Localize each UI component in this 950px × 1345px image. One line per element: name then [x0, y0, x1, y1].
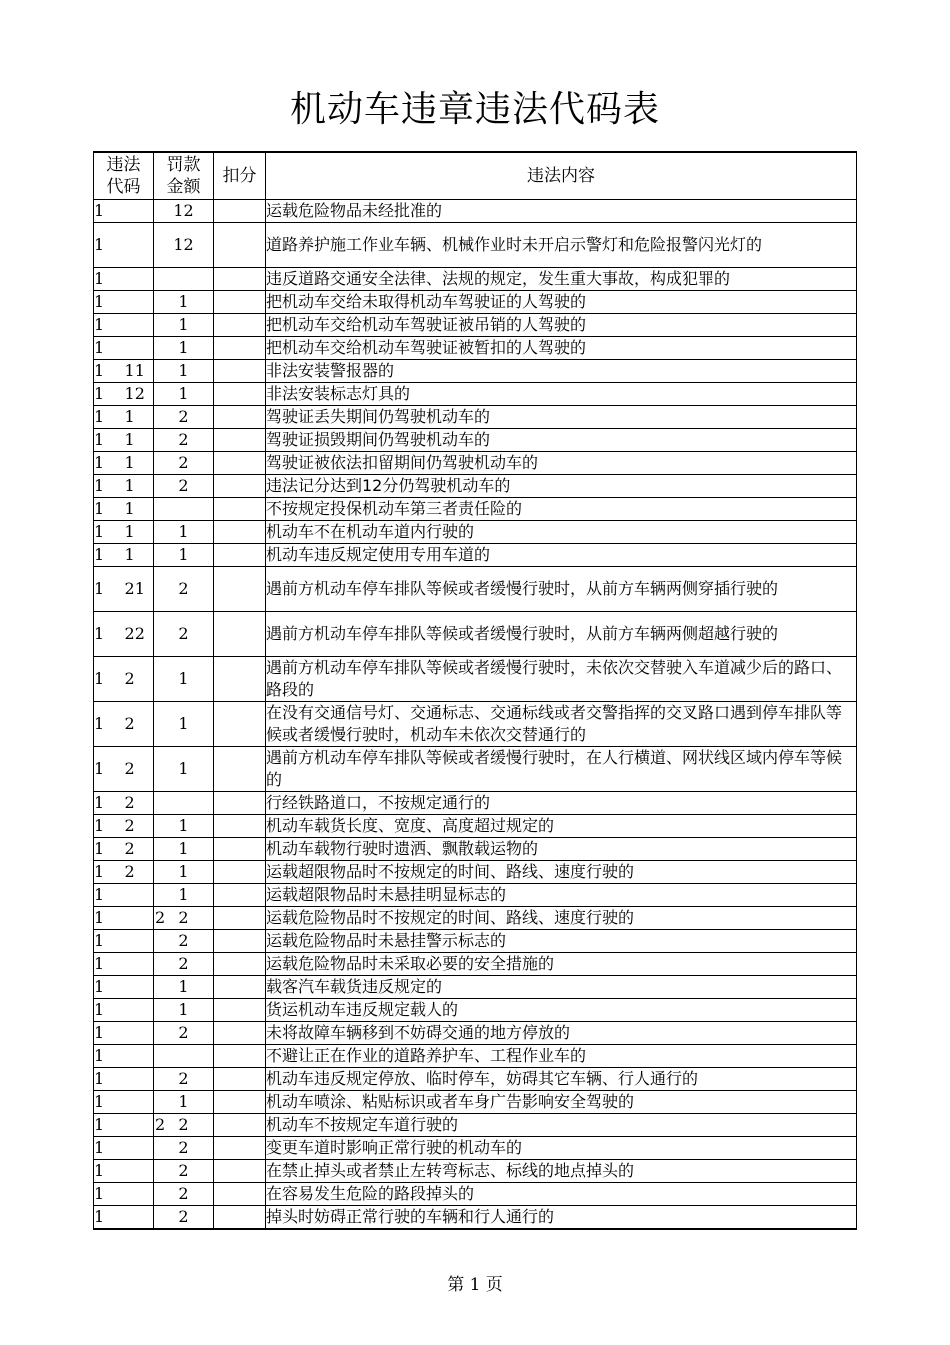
points-cell [214, 567, 266, 612]
table-row [94, 884, 857, 907]
points-cell [214, 792, 266, 815]
points-cell [214, 1022, 266, 1045]
points-cell [214, 815, 266, 838]
code-cell: 1 2 [94, 815, 154, 838]
table-row [94, 1206, 857, 1230]
page-number: 第 1 页 [447, 1275, 503, 1295]
table-row [94, 815, 857, 838]
points-cell [214, 452, 266, 475]
table-row [94, 498, 857, 521]
points-cell [214, 1137, 266, 1160]
code-cell: 1 [94, 337, 154, 360]
points-cell [214, 861, 266, 884]
code-cell: 1 22 [94, 612, 154, 657]
table-row [94, 702, 857, 747]
table-row [94, 406, 857, 429]
table-row [94, 200, 857, 223]
table-row [94, 291, 857, 314]
table-row [94, 452, 857, 475]
content-cell: 遇前方机动车停车排队等候或者缓慢行驶时，未依次交替驶入车道减少后的路口、路段的 [266, 657, 857, 702]
content-cell: 未将故障车辆移到不妨碍交通的地方停放的 [266, 1022, 857, 1045]
fine-cell: 2 [154, 452, 214, 475]
table-row [94, 1160, 857, 1183]
points-cell [214, 702, 266, 747]
fine-cell: 1 [154, 521, 214, 544]
content-cell: 遇前方机动车停车排队等候或者缓慢行驶时，从前方车辆两侧穿插行驶的 [266, 567, 857, 612]
points-cell [214, 1160, 266, 1183]
table-row [94, 567, 857, 612]
points-cell [214, 953, 266, 976]
header-fine: 罚款 金额 [154, 152, 214, 200]
code-cell: 1 2 [94, 861, 154, 884]
code-cell: 1 2 [94, 1114, 154, 1137]
code-cell: 1 1 [94, 475, 154, 498]
content-cell: 机动车不在机动车道内行驶的 [266, 521, 857, 544]
code-cell: 1 [94, 200, 154, 223]
code-cell: 1 [94, 884, 154, 907]
header-content: 违法内容 [266, 152, 857, 200]
code-cell: 1 2 [94, 657, 154, 702]
points-cell [214, 223, 266, 268]
points-cell [214, 976, 266, 999]
code-cell: 1 12 [94, 383, 154, 406]
content-cell: 遇前方机动车停车排队等候或者缓慢行驶时，从前方车辆两侧超越行驶的 [266, 612, 857, 657]
code-cell: 1 1 [94, 544, 154, 567]
table-row [94, 1114, 857, 1137]
fine-cell: 2 [154, 429, 214, 452]
table-row [94, 976, 857, 999]
content-cell: 运载危险物品时不按规定的时间、路线、速度行驶的 [266, 907, 857, 930]
code-cell: 1 1 [94, 452, 154, 475]
table-row [94, 999, 857, 1022]
code-cell: 1 [94, 223, 154, 268]
points-cell [214, 429, 266, 452]
table-row [94, 953, 857, 976]
content-cell: 遇前方机动车停车排队等候或者缓慢行驶时，在人行横道、网状线区域内停车等候的 [266, 747, 857, 792]
content-cell: 掉头时妨碍正常行驶的车辆和行人通行的 [266, 1206, 857, 1230]
points-cell [214, 360, 266, 383]
content-cell: 货运机动车违反规定载人的 [266, 999, 857, 1022]
content-cell: 不按规定投保机动车第三者责任险的 [266, 498, 857, 521]
table-row [94, 1022, 857, 1045]
fine-cell: 1 [154, 544, 214, 567]
points-cell [214, 999, 266, 1022]
points-cell [214, 612, 266, 657]
fine-cell: 2 [154, 1206, 214, 1230]
points-cell [214, 907, 266, 930]
content-cell: 非法安装标志灯具的 [266, 383, 857, 406]
code-cell: 1 1 [94, 521, 154, 544]
table-row [94, 337, 857, 360]
code-cell: 1 11 [94, 360, 154, 383]
content-cell: 变更车道时影响正常行驶的机动车的 [266, 1137, 857, 1160]
content-cell: 运载超限物品时未悬挂明显标志的 [266, 884, 857, 907]
table-row [94, 544, 857, 567]
code-cell: 1 2 [94, 838, 154, 861]
content-cell: 驾驶证被依法扣留期间仍驾驶机动车的 [266, 452, 857, 475]
fine-cell: 1 [154, 838, 214, 861]
table-header-row [94, 152, 857, 200]
table-row [94, 861, 857, 884]
points-cell [214, 200, 266, 223]
content-cell: 机动车违反规定停放、临时停车，妨碍其它车辆、行人通行的 [266, 1068, 857, 1091]
points-cell [214, 291, 266, 314]
code-cell: 1 [94, 1045, 154, 1068]
points-cell [214, 521, 266, 544]
fine-cell: 12 [154, 223, 214, 268]
table-row [94, 521, 857, 544]
content-cell: 行经铁路道口，不按规定通行的 [266, 792, 857, 815]
points-cell [214, 337, 266, 360]
content-cell: 违反道路交通安全法律、法规的规定，发生重大事故，构成犯罪的 [266, 268, 857, 291]
fine-cell: 2 [154, 1137, 214, 1160]
points-cell [214, 747, 266, 792]
fine-cell: 2 [154, 1160, 214, 1183]
content-cell: 运载危险物品未经批准的 [266, 200, 857, 223]
code-cell: 1 [94, 1091, 154, 1114]
table-body [94, 200, 857, 1230]
code-cell: 1 2 [94, 907, 154, 930]
table-row [94, 1045, 857, 1068]
fine-cell: 1 [154, 815, 214, 838]
points-cell [214, 406, 266, 429]
code-cell: 1 1 [94, 406, 154, 429]
fine-cell: 1 [154, 1091, 214, 1114]
table-row [94, 930, 857, 953]
points-cell [214, 268, 266, 291]
fine-cell: 1 [154, 999, 214, 1022]
code-cell: 1 [94, 1183, 154, 1206]
violation-code-table [93, 151, 857, 1230]
points-cell [214, 1114, 266, 1137]
fine-cell: 2 [154, 1022, 214, 1045]
content-cell: 机动车载物行驶时遗洒、飘散载运物的 [266, 838, 857, 861]
points-cell [214, 884, 266, 907]
content-cell: 运载超限物品时不按规定的时间、路线、速度行驶的 [266, 861, 857, 884]
table-row [94, 747, 857, 792]
content-cell: 运载危险物品时未悬挂警示标志的 [266, 930, 857, 953]
fine-cell [154, 268, 214, 291]
table-row [94, 314, 857, 337]
points-cell [214, 544, 266, 567]
table-row [94, 268, 857, 291]
points-cell [214, 838, 266, 861]
content-cell: 在容易发生危险的路段掉头的 [266, 1183, 857, 1206]
table-row [94, 1068, 857, 1091]
content-cell: 把机动车交给机动车驾驶证被暂扣的人驾驶的 [266, 337, 857, 360]
code-cell: 1 [94, 976, 154, 999]
code-cell: 1 [94, 291, 154, 314]
fine-cell: 2 [154, 907, 214, 930]
code-cell: 1 2 [94, 792, 154, 815]
fine-cell: 12 [154, 200, 214, 223]
table-row [94, 1091, 857, 1114]
content-cell: 把机动车交给机动车驾驶证被吊销的人驾驶的 [266, 314, 857, 337]
table-row [94, 907, 857, 930]
content-cell: 机动车载货长度、宽度、高度超过规定的 [266, 815, 857, 838]
points-cell [214, 475, 266, 498]
points-cell [214, 1045, 266, 1068]
header-points: 扣分 [214, 152, 266, 200]
table-row [94, 792, 857, 815]
content-cell: 运载危险物品时未采取必要的安全措施的 [266, 953, 857, 976]
fine-cell: 2 [154, 567, 214, 612]
fine-cell: 1 [154, 747, 214, 792]
code-cell: 1 1 [94, 498, 154, 521]
points-cell [214, 930, 266, 953]
fine-cell: 2 [154, 953, 214, 976]
table-row [94, 360, 857, 383]
code-cell: 1 [94, 999, 154, 1022]
content-cell: 机动车不按规定车道行驶的 [266, 1114, 857, 1137]
points-cell [214, 1206, 266, 1230]
header-code: 违法 代码 [94, 152, 154, 200]
code-cell: 1 1 [94, 429, 154, 452]
content-cell: 机动车违反规定使用专用车道的 [266, 544, 857, 567]
content-cell: 驾驶证损毁期间仍驾驶机动车的 [266, 429, 857, 452]
content-cell: 机动车喷涂、粘贴标识或者车身广告影响安全驾驶的 [266, 1091, 857, 1114]
fine-cell: 1 [154, 291, 214, 314]
fine-cell: 2 [154, 612, 214, 657]
content-cell: 违法记分达到12分仍驾驶机动车的 [266, 475, 857, 498]
code-cell: 1 2 [94, 747, 154, 792]
code-cell: 1 [94, 268, 154, 291]
fine-cell: 1 [154, 702, 214, 747]
code-cell: 1 [94, 953, 154, 976]
fine-cell: 2 [154, 1068, 214, 1091]
code-cell: 1 [94, 1137, 154, 1160]
code-cell: 1 [94, 1160, 154, 1183]
fine-cell: 2 [154, 406, 214, 429]
fine-cell: 1 [154, 383, 214, 406]
content-cell: 在禁止掉头或者禁止左转弯标志、标线的地点掉头的 [266, 1160, 857, 1183]
table-row [94, 429, 857, 452]
fine-cell [154, 498, 214, 521]
table-row [94, 1137, 857, 1160]
content-cell: 驾驶证丢失期间仍驾驶机动车的 [266, 406, 857, 429]
fine-cell [154, 1045, 214, 1068]
points-cell [214, 1068, 266, 1091]
table-row [94, 838, 857, 861]
content-cell: 在没有交通信号灯、交通标志、交通标线或者交警指挥的交叉路口遇到停车排队等候或者缓慢行驶时，机动车未依次交替通行的 [266, 702, 857, 747]
points-cell [214, 1183, 266, 1206]
fine-cell: 1 [154, 360, 214, 383]
points-cell [214, 498, 266, 521]
fine-cell: 2 [154, 475, 214, 498]
code-cell: 1 [94, 1068, 154, 1091]
fine-cell: 1 [154, 884, 214, 907]
content-cell: 不避让正在作业的道路养护车、工程作业车的 [266, 1045, 857, 1068]
page-title: 机动车违章违法代码表 [289, 89, 660, 130]
content-cell: 非法安装警报器的 [266, 360, 857, 383]
code-cell: 1 [94, 930, 154, 953]
table-row [94, 475, 857, 498]
fine-cell: 2 [154, 930, 214, 953]
content-cell: 把机动车交给未取得机动车驾驶证的人驾驶的 [266, 291, 857, 314]
fine-cell: 2 [154, 1183, 214, 1206]
points-cell [214, 657, 266, 702]
points-cell [214, 1091, 266, 1114]
table-row [94, 1183, 857, 1206]
code-cell: 1 [94, 1022, 154, 1045]
fine-cell: 1 [154, 976, 214, 999]
points-cell [214, 383, 266, 406]
code-cell: 1 [94, 1206, 154, 1230]
table-row [94, 657, 857, 702]
fine-cell: 1 [154, 861, 214, 884]
table-row [94, 612, 857, 657]
code-cell: 1 2 [94, 702, 154, 747]
code-cell: 1 [94, 314, 154, 337]
points-cell [214, 314, 266, 337]
table-row [94, 383, 857, 406]
content-cell: 载客汽车载货违反规定的 [266, 976, 857, 999]
content-cell: 道路养护施工作业车辆、机械作业时未开启示警灯和危险报警闪光灯的 [266, 223, 857, 268]
fine-cell: 1 [154, 337, 214, 360]
fine-cell: 2 [154, 1114, 214, 1137]
fine-cell: 1 [154, 657, 214, 702]
fine-cell [154, 792, 214, 815]
code-cell: 1 21 [94, 567, 154, 612]
fine-cell: 1 [154, 314, 214, 337]
table-row [94, 223, 857, 268]
